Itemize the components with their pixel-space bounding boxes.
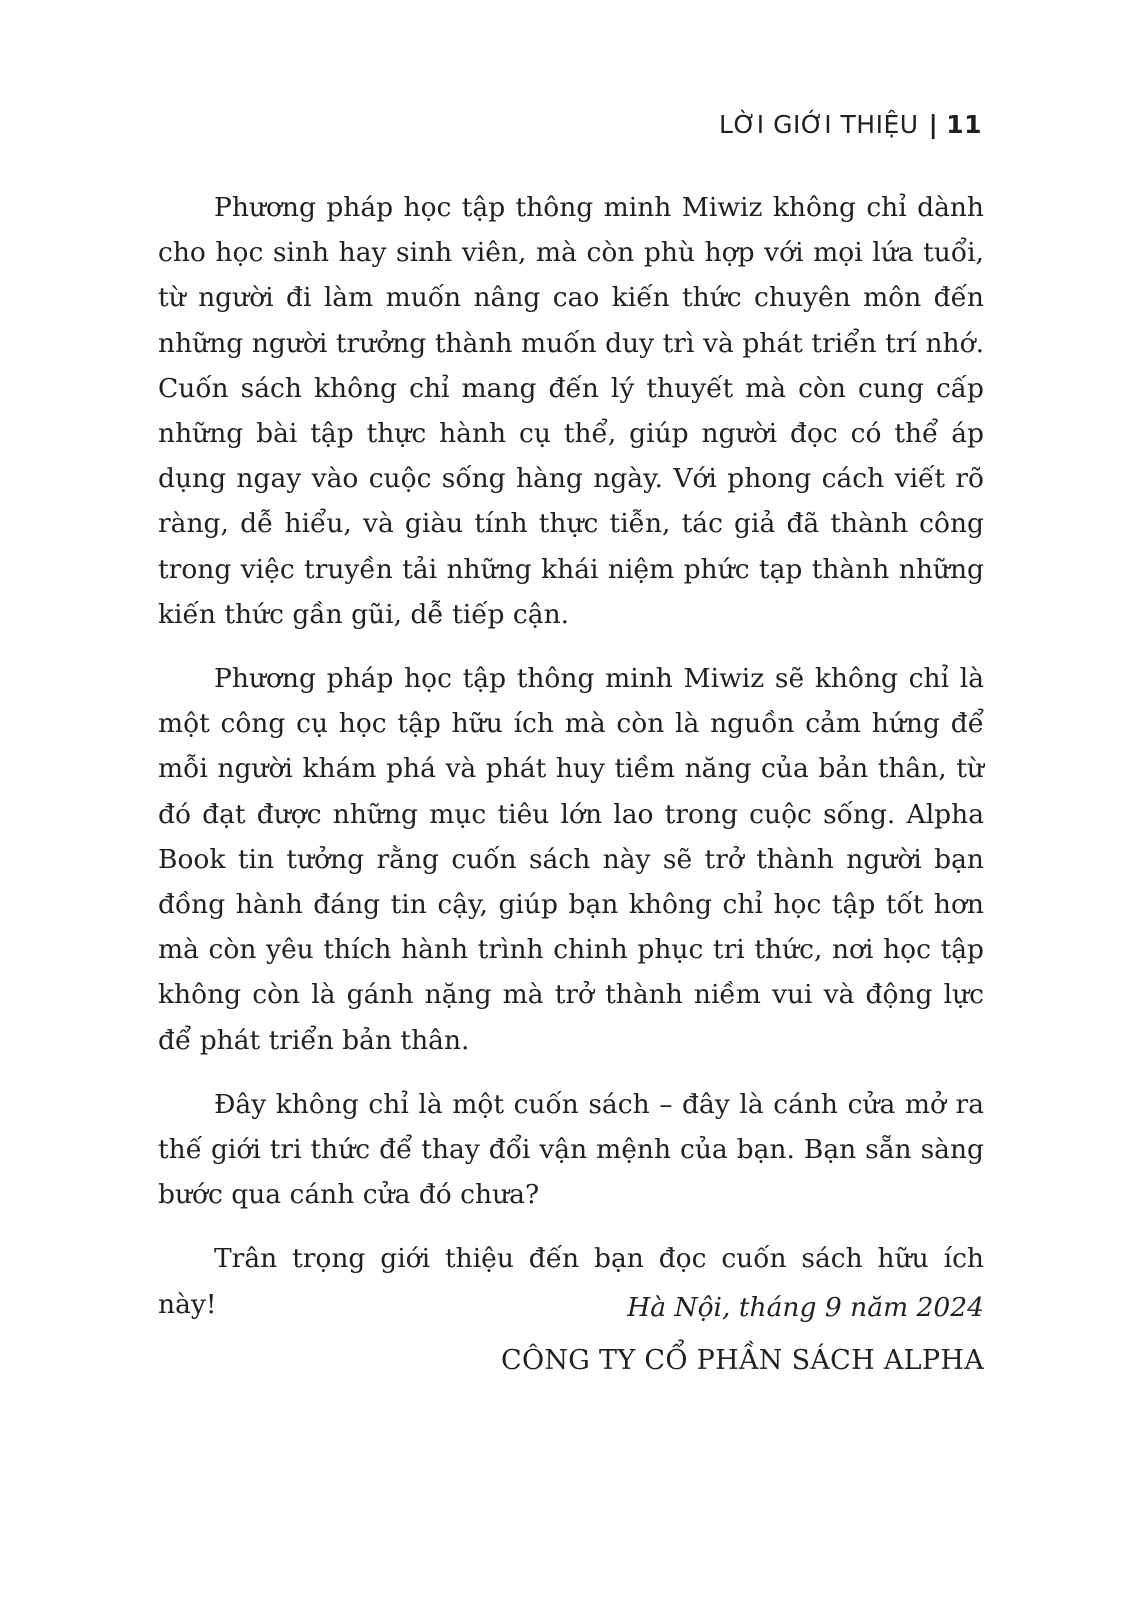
paragraph-1: Phương pháp học tập thông minh Miwiz không chỉ dành cho học sinh hay sinh viên, mà còn phù hợp với mọi lứa tuổi, từ người đi làm muốn nâng cao kiến thức chuyên môn đến những người trưởng thành muốn duy trì và phát triển trí nhớ. Cuốn sách không chỉ mang đến lý thuyết mà còn cung cấp những bài tập thực hành cụ thể, giúp người đọc có thể áp dụng ngay vào cuộc sống hàng ngày. Với phong cách viết rõ ràng, dễ hiểu, và giàu tính thực tiễn, tác giả đã thành công trong việc truyền tải những khái niệm phức tạp thành những kiến thức gần gũi, dễ tiếp cận. (158, 192, 984, 630)
paragraph-2: Phương pháp học tập thông minh Miwiz sẽ không chỉ là một công cụ học tập hữu ích mà còn là nguồn cảm hứng để mỗi người khám phá và phát huy tiềm năng của bản thân, từ đó đạt được những mục tiêu lớn lao trong cuộc sống. Alpha Book tin tưởng rằng cuốn sách này sẽ trở thành người bạn đồng hành đáng tin cậy, giúp bạn không chỉ học tập tốt hơn mà còn yêu thích hành trình chinh phục tri thức, nơi học tập không còn là gánh nặng mà trở thành niềm vui và động lực để phát triển bản thân. (158, 663, 984, 1056)
section-title: LỜI GIỚI THIỆU (719, 110, 919, 139)
paragraph-4: Trân trọng giới thiệu đến bạn đọc cuốn sách hữu ích này! (158, 1243, 984, 1320)
place-date: Hà Nội, tháng 9 năm 2024 (627, 1292, 984, 1323)
body-text (158, 185, 984, 1335)
running-header (719, 110, 982, 139)
company-name: CÔNG TY CỔ PHẦN SÁCH ALPHA (500, 1345, 984, 1376)
page-number: 11 (946, 110, 982, 139)
header-separator: | (928, 110, 939, 139)
paragraph-3: Đây không chỉ là một cuốn sách – đây là cánh cửa mở ra thế giới tri thức để thay đổi vận mệnh của bạn. Bạn sẵn sàng bước qua cánh cửa đó chưa? (158, 1088, 984, 1211)
